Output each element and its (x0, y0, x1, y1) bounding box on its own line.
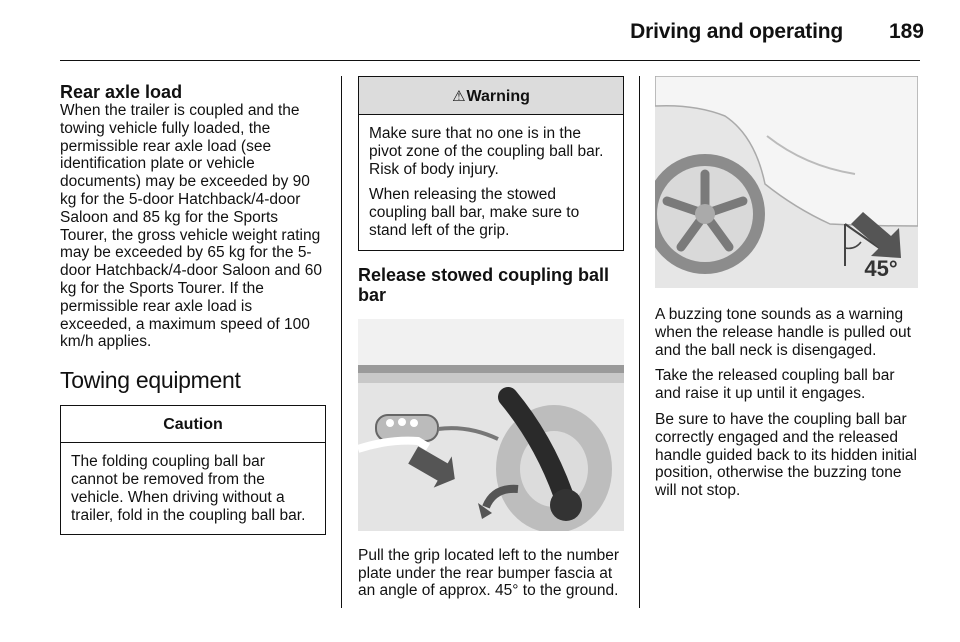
warning-text-2: When releasing the stowed coupling ball bar, make sure to stand left of the grip. (369, 186, 580, 239)
angle-label: 45° (864, 256, 898, 281)
column-1 (60, 82, 326, 549)
warning-text-1: Make sure that no one is in the pivot zone of the coupling ball bar. Risk of body injury. (369, 125, 604, 178)
coupling-ball-bar-figure (358, 319, 624, 531)
caution-box (60, 405, 326, 535)
caution-text: The folding coupling ball bar cannot be removed from the vehicle. When driving without a trailer, fold in the coupling ball bar. (71, 453, 306, 524)
column-3 (655, 76, 921, 508)
release-instruction-text: Pull the grip located left to the number plate under the rear bumper fascia at an angle of approx. 45° to the ground. (358, 546, 620, 600)
column-2 (358, 76, 624, 608)
column-divider-1 (341, 76, 342, 608)
page-header-title: Driving and operating (630, 20, 843, 43)
raise-coupling-text: Take the released coupling ball bar and raise it up until it engages. (655, 367, 895, 403)
towing-equipment-heading: Towing equipment (60, 367, 241, 394)
warning-header (359, 77, 623, 115)
buzzing-tone-text: A buzzing tone sounds as a warning when the release handle is pulled out and the ball neck is disengaged. (655, 306, 911, 359)
warning-title: Warning (466, 88, 530, 105)
release-coupling-heading: Release stowed coupling ball bar (358, 264, 610, 305)
engagement-check-text: Be sure to have the coupling ball bar correctly engaged and the released handle guided back to its hidden initial position, otherwise the buzzing tone will not stop. (655, 410, 917, 500)
column-divider-2 (639, 76, 640, 608)
warning-box (358, 76, 624, 251)
rear-axle-load-text: When the trailer is coupled and the towing vehicle fully loaded, the permissible rear axle load (see identification plate or vehicle documents) may be exceeded by 90 kg for the 5-door Hatchback/4-door Saloon and 85 kg for the Sports Tourer, the gross vehicle weight rating may be exceeded by 65 kg for the 5-door Hatchback/4-door Saloon and 60 kg for the Sports Tourer. If the permissible rear axle load is exceeded, a maximum speed of 100 km/h applies. (60, 102, 322, 351)
caution-body (61, 443, 325, 534)
rear-axle-load-heading: Rear axle load (60, 82, 183, 102)
header-divider (60, 60, 920, 61)
warning-body (359, 115, 623, 250)
page-number: 189 (888, 20, 924, 43)
caution-title: Caution (61, 406, 325, 443)
rear-bumper-45-degree-figure (655, 76, 918, 288)
warning-triangle-icon: ⚠ (452, 88, 466, 105)
